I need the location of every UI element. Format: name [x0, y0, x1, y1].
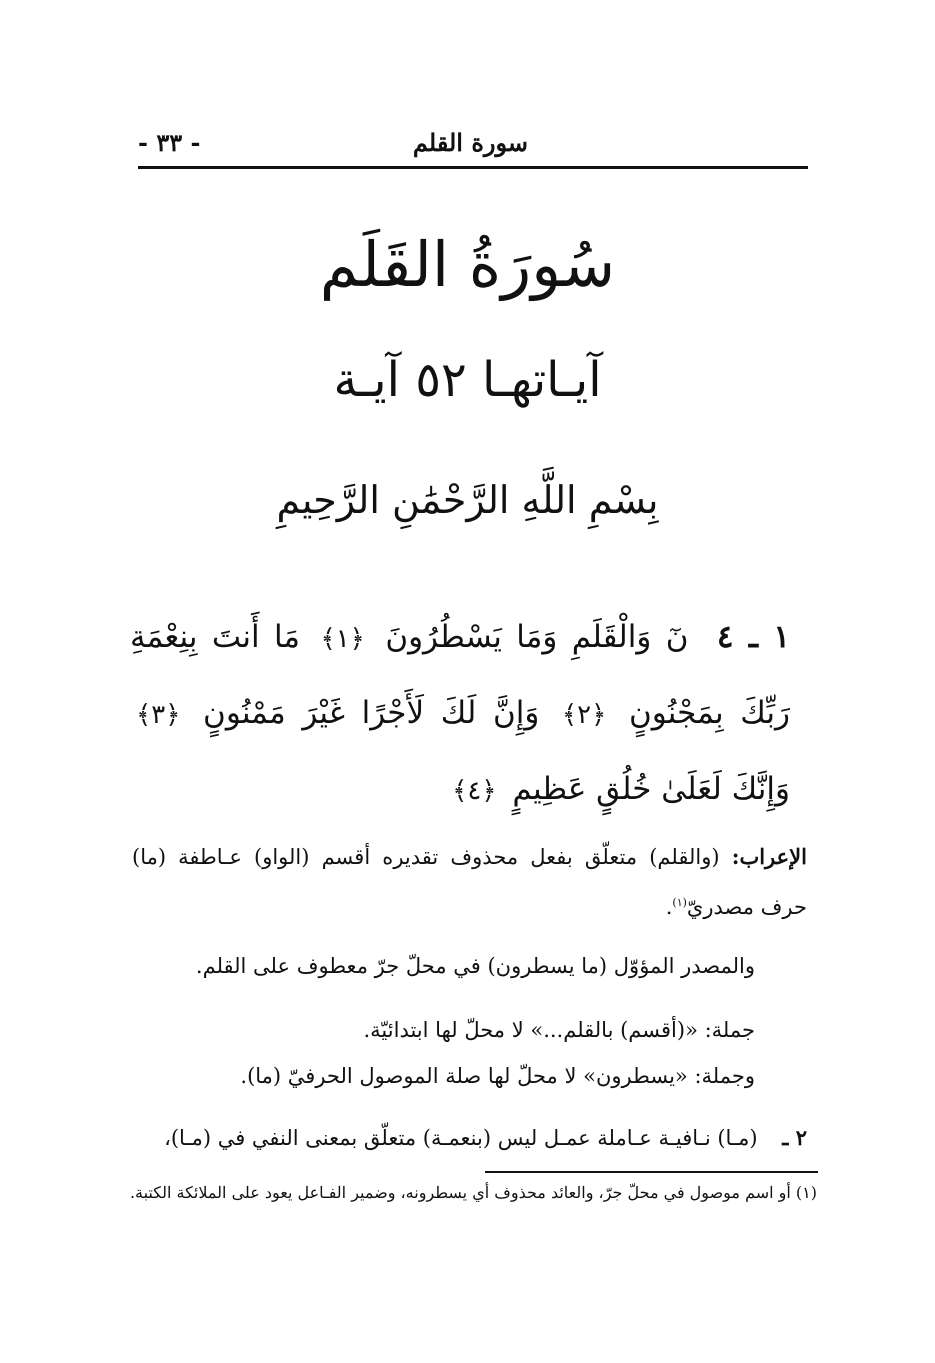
jumla-1-paragraph: جملة: «(أقسم) بالقلم...» لا محلّ لها ابتدائيّة. [363, 1018, 755, 1042]
verse-2-text: (مـا) نـافيـة عـاملة عمـل ليس (بنعمـة) متعلّق بمعنى النفي في (مـا)، [164, 1126, 758, 1150]
running-header [138, 128, 808, 168]
footnote: (١) أو اسم موصول في محلّ جرّ، والعائد محذوف أي يسطرونه، وضمير الفـاعل يعود على الملائكة الكتبة. [129, 1183, 817, 1202]
verse-2-analysis [127, 1118, 807, 1158]
ayah-2-text: مَا أَنتَ بِنِعْمَةِ رَبِّكَ بِمَجْنُونٍ [130, 619, 790, 731]
ayah-3-marker: ﴿٣﴾ [136, 700, 181, 730]
footnote-reference: (١) [672, 896, 687, 909]
irab-text: (والقلم) متعلّق بفعل محذوف تقديره أقسم (الواو) عـاطفة (ما) حرف مصدريّ [132, 845, 807, 919]
verse-count: آيـاتهـا ٥٢ آيـة [333, 352, 602, 408]
running-title: سورة القلم [412, 128, 528, 157]
surah-title: سُورَةُ القَلَم [319, 228, 616, 301]
ayah-3-text: وَإِنَّ لَكَ لَأَجْرًا غَيْرَ مَمْنُونٍ [203, 695, 540, 731]
irab-paragraph [132, 834, 807, 930]
masdar-paragraph: والمصدر المؤوّل (ما يسطرون) في محلّ جرّ معطوف على القلم. [195, 954, 755, 978]
ayah-1-marker: ﴿١﴾ [320, 624, 365, 654]
header-rule [138, 166, 808, 169]
verse-range: ١ ـ ٤ [716, 619, 791, 655]
quran-verses-1-4 [130, 600, 790, 828]
verse-2-number: ٢ ـ [782, 1125, 807, 1150]
ayah-2-marker: ﴿٢﴾ [561, 700, 607, 730]
footnote-rule [485, 1171, 818, 1173]
ayah-4-marker: ﴿٤﴾ [452, 776, 497, 806]
irab-label: الإعراب: [731, 844, 807, 869]
ayah-1-text: نٓ وَالْقَلَمِ وَمَا يَسْطُرُونَ [385, 619, 689, 655]
jumla-2-paragraph: وجملة: «يسطرون» لا محلّ لها صلة الموصول الحرفيّ (ما). [240, 1064, 755, 1088]
ayah-4-text: وَإِنَّكَ لَعَلَىٰ خُلُقٍ عَظِيمٍ [512, 771, 790, 807]
irab-end: . [665, 895, 673, 919]
basmala: بِسْمِ اللَّهِ الرَّحْمَٰنِ الرَّحِيمِ [276, 478, 659, 522]
page-number: - ٣٣ - [138, 128, 201, 157]
